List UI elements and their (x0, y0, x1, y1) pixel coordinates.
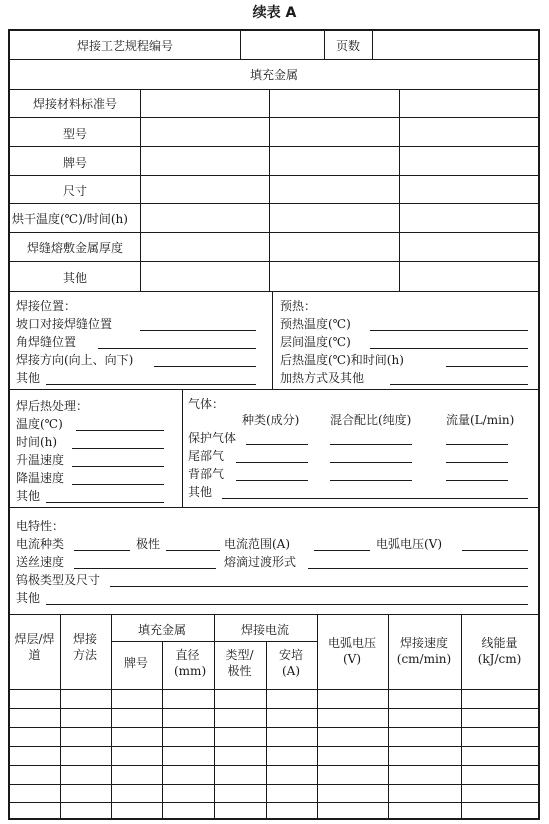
current-type-label: 电流种类 (16, 537, 65, 551)
backing-gas-label: 背部气 (188, 467, 225, 481)
interpass-temp-blank[interactable] (370, 348, 528, 349)
page-count-label: 页数 (335, 39, 360, 53)
filler-row-label: 牌号 (62, 156, 87, 170)
arc-voltage-blank[interactable] (462, 550, 528, 551)
params-table-body[interactable] (10, 690, 538, 818)
filler-row-label: 烘干温度(℃)/时间(h) (12, 212, 128, 226)
filler-row-label: 尺寸 (62, 184, 87, 198)
gas-other-label: 其他 (188, 485, 213, 499)
heating-rate-blank[interactable] (72, 466, 164, 467)
th-speed: 焊接速度(cm/min) (396, 636, 452, 666)
wire-speed-blank[interactable] (74, 568, 216, 569)
pwht-other-blank[interactable] (46, 502, 164, 503)
current-range-blank[interactable] (314, 550, 370, 551)
fillet-position-label: 角焊缝位置 (16, 335, 77, 349)
pwht-temp-label: 温度(℃) (16, 417, 63, 431)
trailing-gas-label: 尾部气 (188, 449, 225, 463)
direction-blank[interactable] (154, 366, 256, 367)
position-other-blank[interactable] (46, 384, 256, 385)
transfer-mode-label: 熔滴过渡形式 (224, 555, 297, 569)
th-arc-voltage: 电弧电压(V) (327, 636, 376, 666)
trailing-gas-type-blank[interactable] (236, 462, 308, 463)
heating-rate-label: 升温速度 (16, 453, 65, 467)
interpass-temp-label: 层间温度(℃) (280, 335, 351, 349)
current-type-blank[interactable] (74, 550, 130, 551)
position-other-label: 其他 (16, 371, 41, 385)
filler-row-label: 焊缝熔敷金属厚度 (26, 241, 123, 255)
direction-label: 焊接方向(向上、向下) (16, 353, 134, 367)
wire-speed-label: 送丝速度 (16, 555, 65, 569)
filler-row-label: 其他 (62, 271, 87, 285)
postheat-blank[interactable] (446, 366, 528, 367)
filler-row-label: 焊接材料标准号 (32, 97, 117, 111)
th-diameter: 直径(mm) (174, 648, 207, 678)
shield-gas-type-blank[interactable] (246, 444, 308, 445)
transfer-mode-blank[interactable] (308, 568, 528, 569)
th-amperage: 安培(A) (278, 648, 303, 678)
groove-position-blank[interactable] (140, 330, 256, 331)
page-title: 续表 A (252, 5, 297, 21)
electrical-title: 电特性： (16, 519, 65, 533)
heating-method-label: 加热方式及其他 (280, 371, 365, 385)
pwht-temp-blank[interactable] (76, 430, 164, 431)
trailing-gas-flow-blank[interactable] (446, 462, 508, 463)
shield-gas-flow-blank[interactable] (446, 444, 508, 445)
pwht-time-blank[interactable] (72, 448, 164, 449)
backing-gas-ratio-blank[interactable] (330, 480, 412, 481)
gas-col-ratio: 混合配比(纯度) (330, 413, 412, 427)
page-count-field[interactable] (373, 31, 540, 58)
wps-number-label: 焊接工艺规程编号 (76, 39, 173, 53)
gas-title: 气体： (188, 397, 225, 411)
electrical-other-label: 其他 (16, 591, 41, 605)
gas-other-blank[interactable] (222, 498, 528, 499)
pwht-other-label: 其他 (16, 489, 41, 503)
shield-gas-label: 保护气体 (188, 431, 237, 445)
polarity-label: 极性 (136, 537, 161, 551)
th-layer-pass: 焊层/焊道 (14, 632, 55, 662)
pwht-time-label: 时间(h) (16, 435, 58, 449)
heating-method-blank[interactable] (390, 384, 528, 385)
postheat-label: 后热温度(℃)和时间(h) (280, 353, 404, 367)
th-filler-group: 填充金属 (137, 623, 186, 637)
th-heat-input: 线能量(kJ/cm) (477, 636, 522, 666)
tungsten-blank[interactable] (110, 586, 528, 587)
current-range-label: 电流范围(A) (224, 537, 291, 551)
gas-col-type: 种类(成分) (242, 413, 300, 427)
tungsten-label: 钨极类型及尺寸 (16, 573, 101, 587)
trailing-gas-ratio-blank[interactable] (330, 462, 412, 463)
th-current-group: 焊接电流 (240, 623, 289, 637)
groove-position-label: 坡口对接焊缝位置 (16, 317, 113, 331)
shield-gas-ratio-blank[interactable] (330, 444, 412, 445)
wps-number-field[interactable] (241, 31, 324, 58)
polarity-blank[interactable] (166, 550, 220, 551)
position-title: 焊接位置： (16, 299, 77, 313)
gas-col-flow: 流量(L/min) (446, 413, 515, 427)
backing-gas-flow-blank[interactable] (446, 480, 508, 481)
backing-gas-type-blank[interactable] (236, 480, 308, 481)
preheat-temp-blank[interactable] (370, 330, 528, 331)
electrical-other-blank[interactable] (46, 604, 528, 605)
preheat-title: 预热： (280, 299, 317, 313)
form-frame (8, 29, 540, 820)
fillet-position-blank[interactable] (98, 348, 256, 349)
preheat-temp-label: 预热温度(℃) (280, 317, 351, 331)
th-method: 焊接方法 (72, 632, 97, 662)
cooling-rate-blank[interactable] (72, 484, 164, 485)
th-brand: 牌号 (123, 656, 148, 670)
filler-row-label: 型号 (62, 127, 87, 141)
pwht-title: 焊后热处理： (16, 399, 89, 413)
th-type-polarity: 类型/极性 (225, 648, 254, 678)
filler-section-title: 填充金属 (249, 68, 298, 82)
cooling-rate-label: 降温速度 (16, 471, 65, 485)
arc-voltage-label: 电弧电压(V) (376, 537, 443, 551)
